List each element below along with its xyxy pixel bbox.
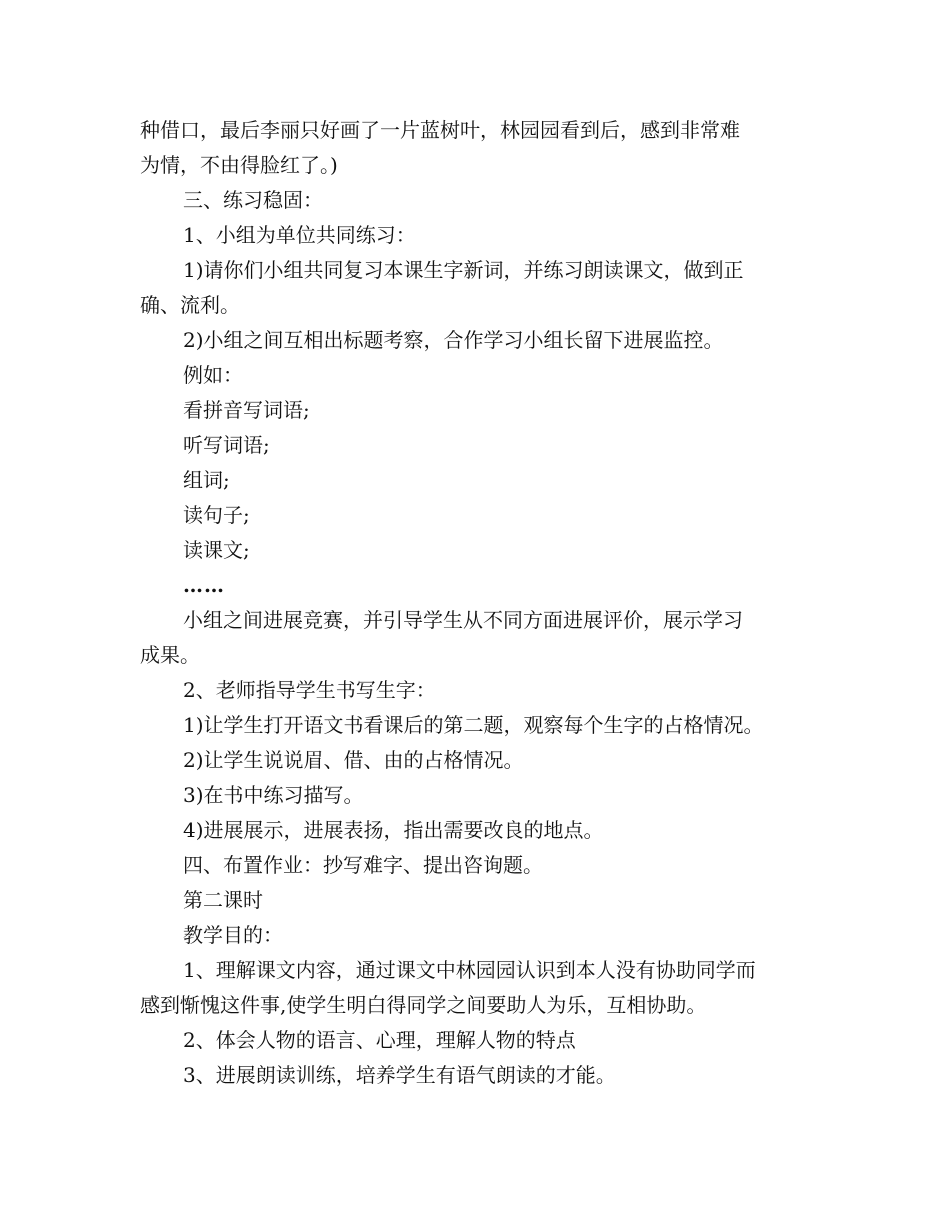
section-heading: 四、布置作业：抄写难字、提出咨询题。 (183, 853, 543, 877)
text-line: 1、理解课文内容，通过课文中林园园认识到本人没有协助同学而 (183, 958, 756, 982)
text-line: 2)让学生说说眉、借、由的占格情况。 (183, 748, 524, 772)
lesson-heading: 第二课时 (183, 888, 263, 912)
text-line: 2、体会人物的语言、心理，理解人物的特点 (183, 1028, 576, 1052)
text-line: 2)小组之间互相出标题考察，合作学习小组长留下进展监控。 (183, 328, 724, 352)
list-item: 组词; (183, 468, 230, 492)
text-line: 为情，不由得脸红了。) (140, 153, 338, 177)
text-line: 确、流利。 (140, 293, 240, 317)
list-item: 听写词语; (183, 433, 270, 457)
ellipsis-line: …… (183, 573, 225, 597)
list-item: 看拼音写词语; (183, 398, 310, 422)
text-line: 4)进展展示，进展表扬，指出需要改良的地点。 (183, 818, 604, 842)
text-line: 1)请你们小组共同复习本课生字新词，并练习朗读课文，做到正 (183, 258, 744, 282)
list-item: 读课文; (183, 538, 250, 562)
text-line: 1)让学生打开语文书看课后的第二题，观察每个生字的占格情况。 (183, 713, 764, 737)
subsection-heading: 1、小组为单位共同练习： (183, 223, 416, 247)
list-item: 读句子; (183, 503, 250, 527)
document-body (140, 113, 812, 1093)
text-line: 感到惭愧这件事,使学生明白得同学之间要助人为乐，互相协助。 (140, 993, 707, 1017)
text-line: 例如： (183, 363, 243, 387)
subsection-heading: 2、老师指导学生书写生字： (183, 678, 436, 702)
section-heading: 三、练习稳固： (183, 188, 323, 212)
text-line: 3)在书中练习描写。 (183, 783, 364, 807)
text-line: 3、进展朗读训练，培养学生有语气朗读的才能。 (183, 1063, 616, 1087)
text-line: 成果。 (140, 643, 200, 667)
objectives-heading: 教学目的： (183, 923, 283, 947)
text-line: 小组之间进展竞赛，并引导学生从不同方面进展评价，展示学习 (183, 608, 743, 632)
text-line: 种借口，最后李丽只好画了一片蓝树叶，林园园看到后，感到非常难 (140, 118, 740, 142)
